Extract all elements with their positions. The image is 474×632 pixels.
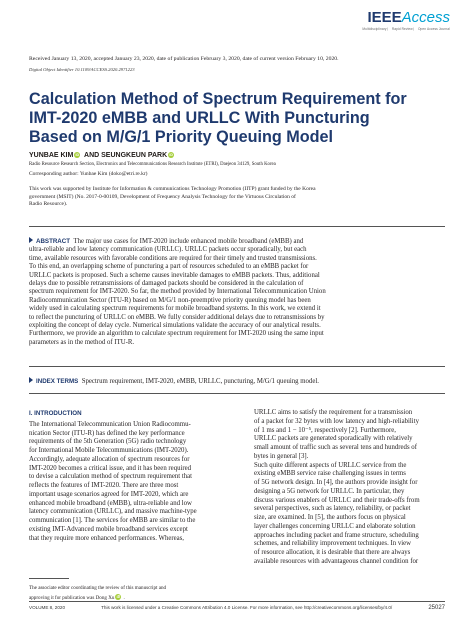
index-terms <box>29 377 319 385</box>
abstract-text: The major use cases for IMT-2020 include enhanced mobile broadband (eMBB) and <box>73 238 304 245</box>
body-line: bytes in general [3]. <box>254 452 309 460</box>
body-line: enhanced mobile broadband (eMBB), ultra-reliable and low <box>29 499 192 507</box>
author-name: YUNBAE KIM <box>29 152 74 159</box>
body-line: existing eMBB service raise challenging issues in terms <box>254 470 406 478</box>
title-line: IMT-2020 eMBB and URLLC With Puncturing <box>29 109 370 127</box>
abstract-line: to reflect the puncturing of URLLC on eMBB. We fully consider additional delays due to retransmissions by <box>29 313 325 321</box>
divider <box>29 226 445 227</box>
body-line: of 1 ms and 1 − 10⁻⁵, respectively [2]. Furthermore, <box>254 426 396 434</box>
funding-note <box>29 186 316 209</box>
author-name: AND SEUNGKEUN PARK <box>84 152 168 159</box>
orcid-icon[interactable]: iD <box>116 595 121 599</box>
title-line: Based on M/G/1 Priority Queuing Model <box>29 128 333 146</box>
abstract-line: URLLC packets is proposed. Such a scheme causes inevitable damages to eMBB packets. Thus, additional <box>29 271 320 279</box>
left-column <box>29 410 197 543</box>
body-line: to devise a calculation method of spectrum requirement that <box>29 473 193 481</box>
page-footer <box>29 601 445 611</box>
doi-line: Digital Object Identifier 10.1109/ACCESS.2020.2971223 <box>29 67 135 72</box>
abstract-line: Radiocommunication Sector (ITU-R) based on M/G/1 non-preemptive priority queuing model has been <box>29 296 311 304</box>
license-text: This work is licensed under a Creative Commons Attribution 4.0 License. For more information, see http://creativecommons.org/licenses/by/4.0/ <box>101 605 393 610</box>
body-line: requirements of the 5th Generation (5G) radio technology <box>29 438 187 446</box>
orcid-icon[interactable]: iD <box>75 153 80 157</box>
index-terms-heading: INDEX TERMS <box>36 378 79 385</box>
journal-logo <box>362 10 450 31</box>
body-line: size, are examined. In [5], the authors focus on physical <box>254 514 406 521</box>
body-line: communication [1]. The services for eMBB are similar to the <box>29 517 196 524</box>
logo-access: Access <box>401 9 450 26</box>
body-line: important usage scenarios agreed for IMT-2020, which are <box>29 490 189 498</box>
body-line: for International Mobile Telecommunications (IMT-2020). <box>29 447 189 454</box>
body-line: of resource allocation, it is desirable that there are always <box>254 549 411 556</box>
body-line: latency communication (URLLC), and massive machine-type <box>29 508 197 516</box>
abstract-line <box>29 237 326 246</box>
orcid-icon[interactable]: iD <box>169 153 173 157</box>
corresponding-author: Corresponding author: Yunbae Kim (doko@etri.re.kr) <box>29 171 148 177</box>
body-line: nication Sector (ITU-R) has defined the key performance <box>29 429 185 437</box>
paper-title <box>29 90 459 147</box>
volume-label: VOLUME 8, 2020 <box>29 605 66 610</box>
divider <box>29 366 445 367</box>
section-heading: I. INTRODUCTION <box>29 410 82 417</box>
body-line: approaches including packet and frame structure, scheduling <box>254 531 419 539</box>
abstract-line: delays due to possible retransmissions of damaged packets should be considered in the calculation of <box>29 280 304 288</box>
body-line: Accordingly, adequate allocation of spectrum resources for <box>29 455 190 463</box>
page-number: 25027 <box>428 605 445 611</box>
divider <box>29 393 445 394</box>
logo-ieee: IEEE <box>367 9 402 26</box>
body-line: of 5G network design. In [4], the authors provide insight for <box>254 479 418 486</box>
abstract-line: time, available resources with favorable conditions are required for their timely and trusted transmissions. <box>29 254 317 262</box>
abstract-line: exploiting the concept of delay cycle. Numerical simulations validate the accuracy of our analytical results. <box>29 322 321 330</box>
title-line: Calculation Method of Spectrum Requirement for <box>29 90 407 108</box>
funding-line: Radio Resource). <box>29 201 68 208</box>
abstract-line: spectrum requirement for IMT-2020. So far, the method provided by International Telecommunication Union <box>29 288 326 296</box>
body-line: URLLC packets are generated sporadically with relatively <box>254 435 413 443</box>
body-line: URLLC aims to satisfy the requirement for a transmission <box>254 409 413 416</box>
funding-line: This work was supported by Institute for Information & communications Technology Promotion (IITP) grant funded by the Korea <box>29 186 316 192</box>
right-column <box>254 409 420 567</box>
index-terms-text: Spectrum requirement, IMT-2020, eMBB, URLLC, puncturing, M/G/1 queuing model. <box>81 378 319 385</box>
funding-line: government (MSIT) (No. 2017-0-00109, Development of Frequency Analysis Technology for the Virtuous Circulation of <box>29 193 296 200</box>
body-line: reflects the features of IMT-2020. There are three most <box>29 482 179 489</box>
body-line: existing IMT-Advanced mobile broadband services except <box>29 525 188 533</box>
abstract-line: To this end, an overlapping scheme of puncturing a part of resources scheduled to an eMBB packet for <box>29 263 309 271</box>
body-line: of a packet for 32 bytes with low latency and high-reliability <box>254 417 419 425</box>
abstract-heading: ABSTRACT <box>36 238 71 245</box>
body-line: discuss various enablers of URLLC and their trade-offs from <box>254 496 420 504</box>
body-line: small amount of traffic such as several tens and hundreds of <box>254 444 417 451</box>
footnote-line: The associate editor coordinating the review of this manuscript and <box>29 585 167 591</box>
footer-row <box>29 605 445 611</box>
body-line: The International Telecommunication Union Radiocommu- <box>29 420 191 428</box>
logo-wordmark <box>362 10 450 25</box>
body-line: several perspectives, such as latency, reliability, or packet <box>254 505 411 513</box>
triangle-bullet-icon <box>29 377 33 383</box>
logo-tagline: Multidisciplinary ⎸ Rapid Review ⎸ Open Access Journal <box>362 27 450 31</box>
editor-footnote <box>29 583 166 603</box>
footnote-divider <box>29 578 69 579</box>
body-line: designing a 5G network for URLLC. In particular, they <box>254 487 405 495</box>
affiliation: Radio Resource Research Section, Electronics and Telecommunications Research Institute (ETRI), Daejeon 34129, South Korea <box>29 162 276 167</box>
footnote-text: approving it for publication was Dong Xu <box>29 595 115 601</box>
abstract-line: parameters as in the method of ITU-R. <box>29 338 135 346</box>
received-dates: Received January 13, 2020, accepted January 23, 2020, date of publication February 3, 2020, date of current version February 10, 2020. <box>29 56 339 62</box>
body-line: layer challenges concerning URLLC and elaborate solution <box>254 522 416 530</box>
footer-divider <box>29 601 445 602</box>
abstract-line: ultra-reliable and low latency communication (URLLC). URLLC packets occur sporadically, but each <box>29 246 307 254</box>
triangle-bullet-icon <box>29 237 33 243</box>
abstract-line: Furthermore, we provide an algorithm to calculate spectrum requirement for IMT-2020 using the same input <box>29 330 324 338</box>
body-line: available resources with advantageous channel condition for <box>254 557 419 565</box>
body-line: Such quite different aspects of URLLC service from the <box>254 461 407 469</box>
author-list <box>29 152 176 159</box>
body-line: IMT-2020 becomes a critical issue, and it has been required <box>29 464 192 472</box>
body-line: schemes, and reliability improvement techniques. In view <box>254 540 412 548</box>
body-line: that they require more enhanced performances. Whereas, <box>29 534 184 542</box>
footnote-period: . <box>123 595 125 601</box>
abstract-section <box>29 237 326 347</box>
abstract-line: widely used in calculating spectrum requirements for mobile broadband systems. In this work, we extend it <box>29 305 321 313</box>
